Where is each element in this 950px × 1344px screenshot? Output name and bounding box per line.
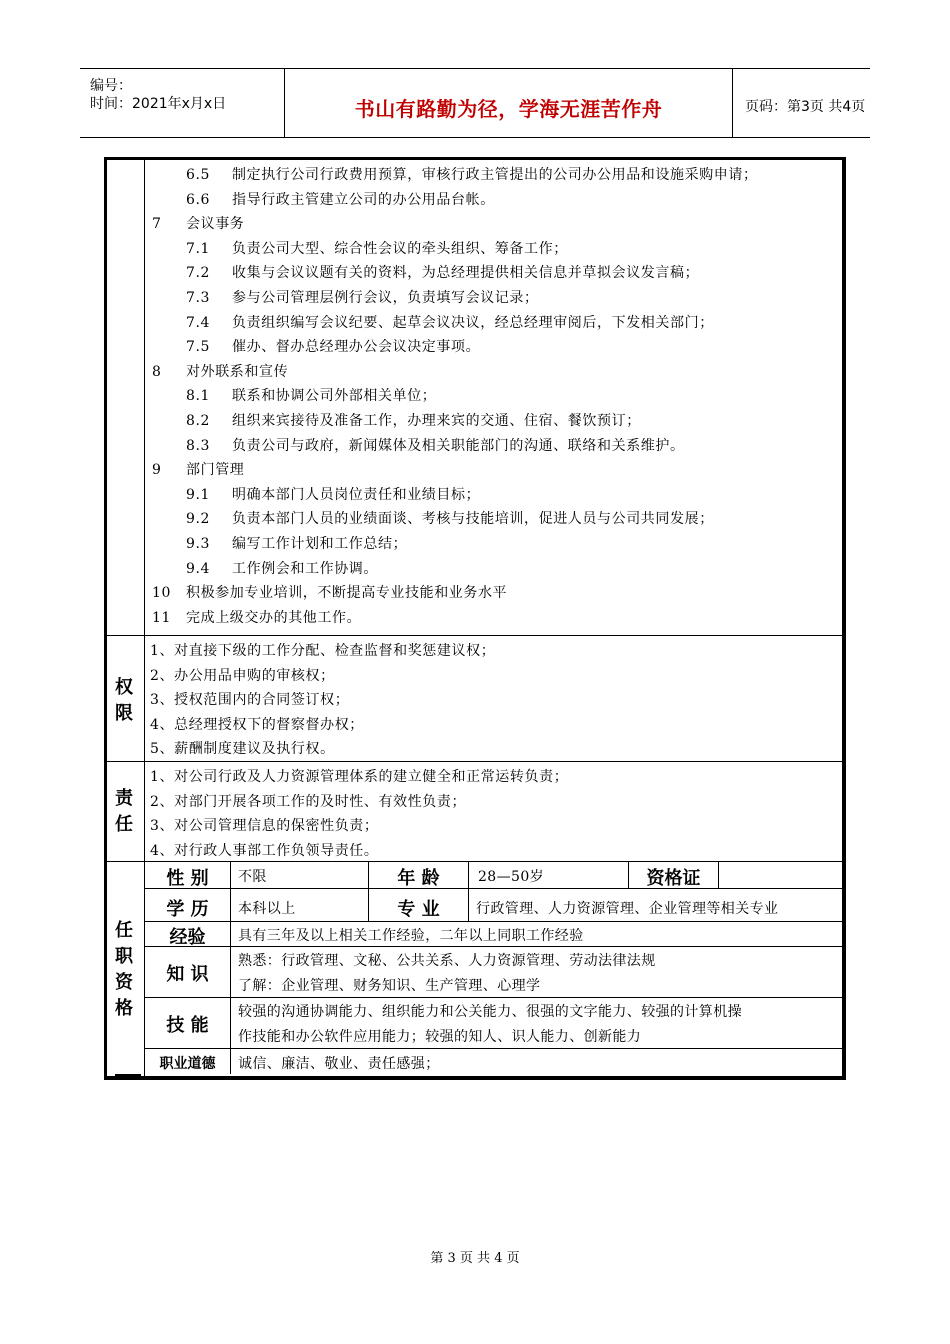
skill-line-1: 较强的沟通协调能力、组织能力和公关能力、很强的文字能力、较强的计算机操 — [238, 1004, 742, 1020]
qual-col-line-1 — [230, 861, 231, 1074]
qual-col-line-5 — [718, 861, 719, 888]
duty-text: 收集与会议议题有关的资料，为总经理提供相关信息并草拟会议发言稿； — [232, 265, 700, 282]
qual-col-line-3 — [468, 861, 469, 921]
divider-authority-responsibility — [107, 761, 842, 762]
list-item: 1、对直接下级的工作分配、检查监督和奖惩建议权； — [150, 643, 496, 659]
duty-text: 负责组织编写会议纪要、起草会议决议，经总经理审阅后，下发相关部门； — [232, 314, 714, 331]
label-char: 限 — [115, 703, 133, 724]
knowledge-line-2: 了解：企业管理、财务知识、生产管理、心理学 — [238, 978, 541, 994]
ethics-label: 职业道德 — [159, 1056, 216, 1072]
duty-text: 指导行政主管建立公司的办公用品台帐。 — [232, 191, 495, 208]
duty-number: 8 — [152, 363, 162, 380]
label-char: 资 — [115, 972, 133, 993]
list-item: 4、总经理授权下的督察督办权； — [150, 716, 364, 733]
duty-number: 7.2 — [186, 265, 211, 282]
skill-label: 技 能 — [166, 1015, 209, 1036]
duty-number: 10 — [152, 585, 172, 602]
page-label: 页码：第3页 共4页 — [745, 99, 866, 115]
major-label: 专 业 — [397, 899, 440, 920]
duty-text: 负责公司大型、综合性会议的牵头组织、筹备工作； — [232, 240, 568, 257]
duty-text: 组织来宾接待及准备工作，办理来宾的交通、住宿、餐饮预订； — [232, 413, 641, 429]
duty-item — [152, 459, 244, 479]
duty-text: 对外联系和宣传 — [186, 363, 289, 380]
label-char: 任 — [115, 920, 133, 941]
qual-row-line-5 — [144, 1048, 842, 1049]
duty-item — [152, 213, 244, 233]
duty-number: 9.4 — [186, 560, 211, 577]
education-label: 学 历 — [166, 899, 209, 920]
page-header — [80, 68, 870, 138]
duty-number: 6.6 — [186, 191, 211, 208]
duty-number: 9.1 — [186, 486, 211, 503]
list-item: 1、对公司行政及人力资源管理体系的建立健全和正常运转负责； — [150, 769, 569, 785]
date-label: 时间：2021年x月x日 — [90, 96, 227, 112]
duty-text: 积极参加专业培训，不断提高专业技能和业务水平 — [186, 585, 508, 602]
experience-label: 经验 — [169, 927, 206, 948]
certificate-label: 资格证 — [646, 868, 701, 889]
list-item: 2、办公用品申购的审核权； — [150, 667, 335, 684]
duty-number: 7.4 — [186, 314, 211, 331]
number-label: 编号： — [90, 78, 132, 94]
label-char: 权 — [115, 677, 133, 698]
duty-item — [186, 435, 685, 455]
duty-text: 联系和协调公司外部相关单位； — [232, 388, 437, 405]
label-char: 任 — [115, 814, 133, 835]
duty-number: 8.1 — [186, 388, 211, 405]
duty-item — [186, 287, 539, 307]
responsibility-label — [104, 786, 144, 838]
duty-text: 部门管理 — [186, 462, 245, 479]
duty-number: 9.3 — [186, 536, 211, 552]
label-char: 格 — [115, 998, 133, 1019]
major-value: 行政管理、人力资源管理、企业管理等相关专业 — [476, 901, 779, 917]
duty-item — [186, 410, 641, 430]
label-column-footer-rule — [115, 1074, 141, 1076]
qual-row-line-1 — [144, 888, 842, 889]
duty-item — [186, 508, 714, 528]
duty-item — [152, 582, 507, 602]
duty-text: 参与公司管理层例行会议，负责填写会议记录； — [232, 290, 539, 306]
duty-number: 9.2 — [186, 511, 211, 528]
age-label: 年 龄 — [397, 868, 440, 889]
header-page-cell — [733, 69, 870, 137]
label-char: 责 — [115, 788, 133, 809]
duty-number: 7.5 — [186, 339, 211, 356]
ethics-value: 诚信、廉洁、敬业、责任感强； — [238, 1056, 440, 1072]
duty-number: 8.2 — [186, 413, 211, 429]
duty-number: 9 — [152, 462, 162, 479]
responsibility-label-text — [104, 786, 144, 838]
qualification-label — [104, 918, 144, 1022]
qual-row-line-2 — [144, 921, 842, 922]
duty-item — [186, 238, 568, 258]
duty-text: 催办、督办总经理办公会议决定事项。 — [232, 339, 481, 356]
duty-item — [186, 533, 407, 553]
experience-value: 具有三年及以上相关工作经验，二年以上同职工作经验 — [238, 928, 584, 944]
list-item: 3、对公司管理信息的保密性负责； — [150, 818, 379, 835]
motto: 书山有路勤为径，学海无涯苦作舟 — [354, 97, 663, 121]
duty-number: 7.1 — [186, 240, 211, 257]
duty-text: 工作例会和工作协调。 — [232, 560, 378, 577]
authority-label-text — [104, 675, 144, 727]
page-footer: 第 3 页 共 4 页 — [430, 1251, 520, 1266]
duty-text: 编写工作计划和工作总结； — [232, 536, 408, 552]
education-value: 本科以上 — [238, 901, 296, 917]
duty-item — [186, 164, 758, 184]
list-item: 5、薪酬制度建议及执行权。 — [150, 741, 335, 758]
knowledge-line-1: 熟悉：行政管理、文秘、公共关系、人力资源管理、劳动法律法规 — [238, 953, 656, 969]
age-value: 28—50岁 — [478, 869, 545, 885]
header-motto-cell — [285, 69, 733, 137]
duty-number: 8.3 — [186, 437, 211, 454]
duty-item — [186, 189, 495, 209]
duty-item — [186, 262, 699, 282]
duty-text: 明确本部门人员岗位责任和业绩目标； — [232, 486, 481, 503]
gender-label: 性 别 — [166, 868, 209, 889]
duty-text: 负责本部门人员的业绩面谈、考核与技能培训，促进人员与公司共同发展； — [232, 511, 714, 528]
duty-item — [152, 607, 361, 627]
header-meta-cell — [80, 69, 285, 137]
duty-item — [186, 484, 480, 504]
duty-item — [186, 336, 480, 356]
qual-row-line-4 — [144, 997, 842, 998]
duty-item — [186, 385, 436, 405]
list-item: 2、对部门开展各项工作的及时性、有效性负责； — [150, 793, 467, 810]
duty-text: 负责公司与政府，新闻媒体及相关职能部门的沟通、联络和关系维护。 — [232, 437, 685, 454]
duty-number: 6.5 — [186, 167, 211, 183]
divider-responsibility-qualification — [107, 861, 842, 862]
duty-text: 完成上级交办的其他工作。 — [186, 609, 362, 626]
label-char: 职 — [115, 946, 133, 967]
divider-duties-authority — [107, 635, 842, 636]
duty-item — [186, 558, 378, 578]
qual-row-line-3 — [144, 946, 842, 947]
duty-item — [186, 312, 714, 332]
list-item: 4、对行政人事部工作负领导责任。 — [150, 842, 379, 859]
list-item: 3、授权范围内的合同签订权； — [150, 692, 350, 709]
duty-text: 会议事务 — [186, 216, 245, 233]
gender-value: 不限 — [238, 869, 267, 885]
duty-number: 7 — [152, 216, 162, 233]
duty-text: 制定执行公司行政费用预算，审核行政主管提出的公司办公用品和设施采购申请； — [232, 167, 758, 183]
duty-number: 11 — [152, 609, 172, 626]
duty-number: 7.3 — [186, 290, 211, 306]
duty-item — [152, 361, 288, 381]
knowledge-label: 知 识 — [166, 964, 209, 985]
skill-line-2: 作技能和办公软件应用能力；较强的知人、识人能力、创新能力 — [238, 1029, 642, 1045]
qualification-label-text — [104, 918, 144, 1022]
authority-label — [104, 675, 144, 727]
